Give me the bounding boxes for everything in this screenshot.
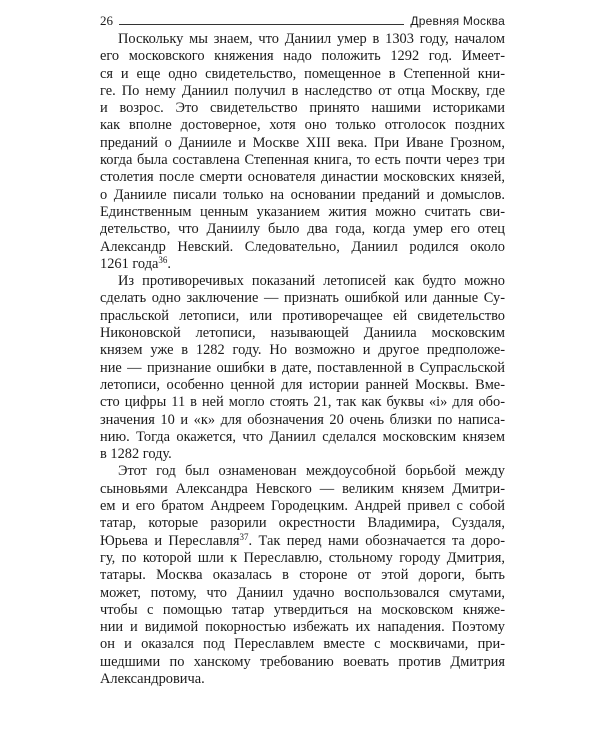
- footnote-ref: 37: [239, 531, 249, 542]
- text-line: может, потому, что Даниил удачно воспользовался смутами,: [100, 584, 505, 601]
- text-line: детельство, что Даниилу было два года, когда умер его отец: [100, 221, 505, 238]
- text-line: он и оказался под Переславлем вместе с москвичами, при-: [100, 636, 505, 653]
- text-line: Александровича.: [100, 670, 205, 687]
- text-line: сыновьями Александра Невского — великим князем Дмитри-: [100, 480, 505, 497]
- text-line: князем уже в 1282 году. Но возможно и другое предположе-: [100, 342, 505, 359]
- running-title: Древняя Москва: [410, 14, 505, 28]
- text-line: [100, 533, 505, 550]
- text-line: шедшими по ханскому требованию воевать против Дмитрия: [100, 653, 505, 670]
- text-line: нию. Тогда окажется, что Даниил сделался московским князем: [100, 428, 505, 445]
- text-line-content: 1261 года: [100, 255, 159, 272]
- text-line: Александр Невский. Следовательно, Даниил родился около: [100, 238, 505, 255]
- text-line: ге. По нему Даниил получил в наследство от отца Москву, где: [100, 82, 505, 99]
- running-head: [100, 8, 505, 28]
- text-line: татар, которые разорили окрестности Владимира, Суздаля,: [100, 515, 505, 532]
- text-line: и возрос. Это свидетельство принято нашими историками: [100, 100, 505, 117]
- text-line: нии и видимой покорностью избежать их нападения. Поэтому: [100, 619, 505, 636]
- text-line: гу, по которой шли к Переславлю, стольному городу Дмитрия,: [100, 549, 505, 566]
- text-line: татары. Москва оказалась в стороне от этой дороги, быть: [100, 567, 505, 584]
- text-line: значения 10 и «к» для обозначения 20 очень близки по написа-: [100, 411, 505, 428]
- text-line: ем и его братом Андреем Городецким. Андрей привел с собой: [100, 498, 505, 515]
- text-line: чтобы с помощью татар утвердиться на московском княже-: [100, 601, 505, 618]
- text-line: Этот год был ознаменован междоусобной борьбой между: [118, 463, 505, 480]
- text-line: сто цифры 11 в ней могло стоять 21, так как буквы «і» для обо-: [100, 394, 505, 411]
- text-line: в 1282 году.: [100, 446, 172, 463]
- text-line: Никоновской летописи, называющей Даниила московским: [100, 325, 505, 342]
- paragraph-2: [100, 273, 505, 463]
- text-line: Единственным ценным указанием жития можно считать сви-: [100, 203, 505, 220]
- header-rule: [119, 24, 404, 25]
- footnote-ref: 36: [158, 254, 168, 265]
- text-line: прасльской летописи, или противоречащее ей свидетельство: [100, 307, 505, 324]
- text-line: ся и еще одно свидетельство, помещенное в Степенной кни-: [100, 65, 505, 82]
- text-line: о Данииле писали только на основании преданий и домыслов.: [100, 186, 505, 203]
- paragraph-1: [100, 31, 505, 273]
- text-line-continuation: . Так перед нами обозначается та доро-: [248, 532, 505, 549]
- page-number: 26: [100, 13, 113, 28]
- text-line: сделать одно заключение — признать ошибкой или данные Су-: [100, 290, 505, 307]
- text-line: когда была составлена Степенная книга, то есть почти через три: [100, 152, 505, 169]
- text-line: 1261 года$^{36}$.: [100, 254, 172, 272]
- text-line: ние — признание ошибки в дате, поставленной в Супрасльской: [100, 359, 505, 376]
- paragraph-3: [100, 463, 505, 688]
- text-line: столетия после смерти основателя династии московских князей,: [100, 169, 505, 186]
- body-text: [100, 31, 505, 688]
- text-line-content: Юрьева и Переславля: [100, 532, 240, 549]
- text-line: его московского княжения надо положить 1292 год. Имеет-: [100, 48, 505, 65]
- text-line: Поскольку мы знаем, что Даниил умер в 1303 году, началом: [118, 31, 505, 47]
- text-line: летописи, особенно ценной для истории ранней Москвы. Вме-: [100, 376, 505, 393]
- text-line: преданий о Данииле и Москве XIII века. При Иване Грозном,: [100, 134, 505, 151]
- text-line: Из противоречивых показаний летописей как будто можно: [118, 273, 505, 290]
- text-line: как вполне достоверное, хотя оно только отголосок поздних: [100, 117, 505, 134]
